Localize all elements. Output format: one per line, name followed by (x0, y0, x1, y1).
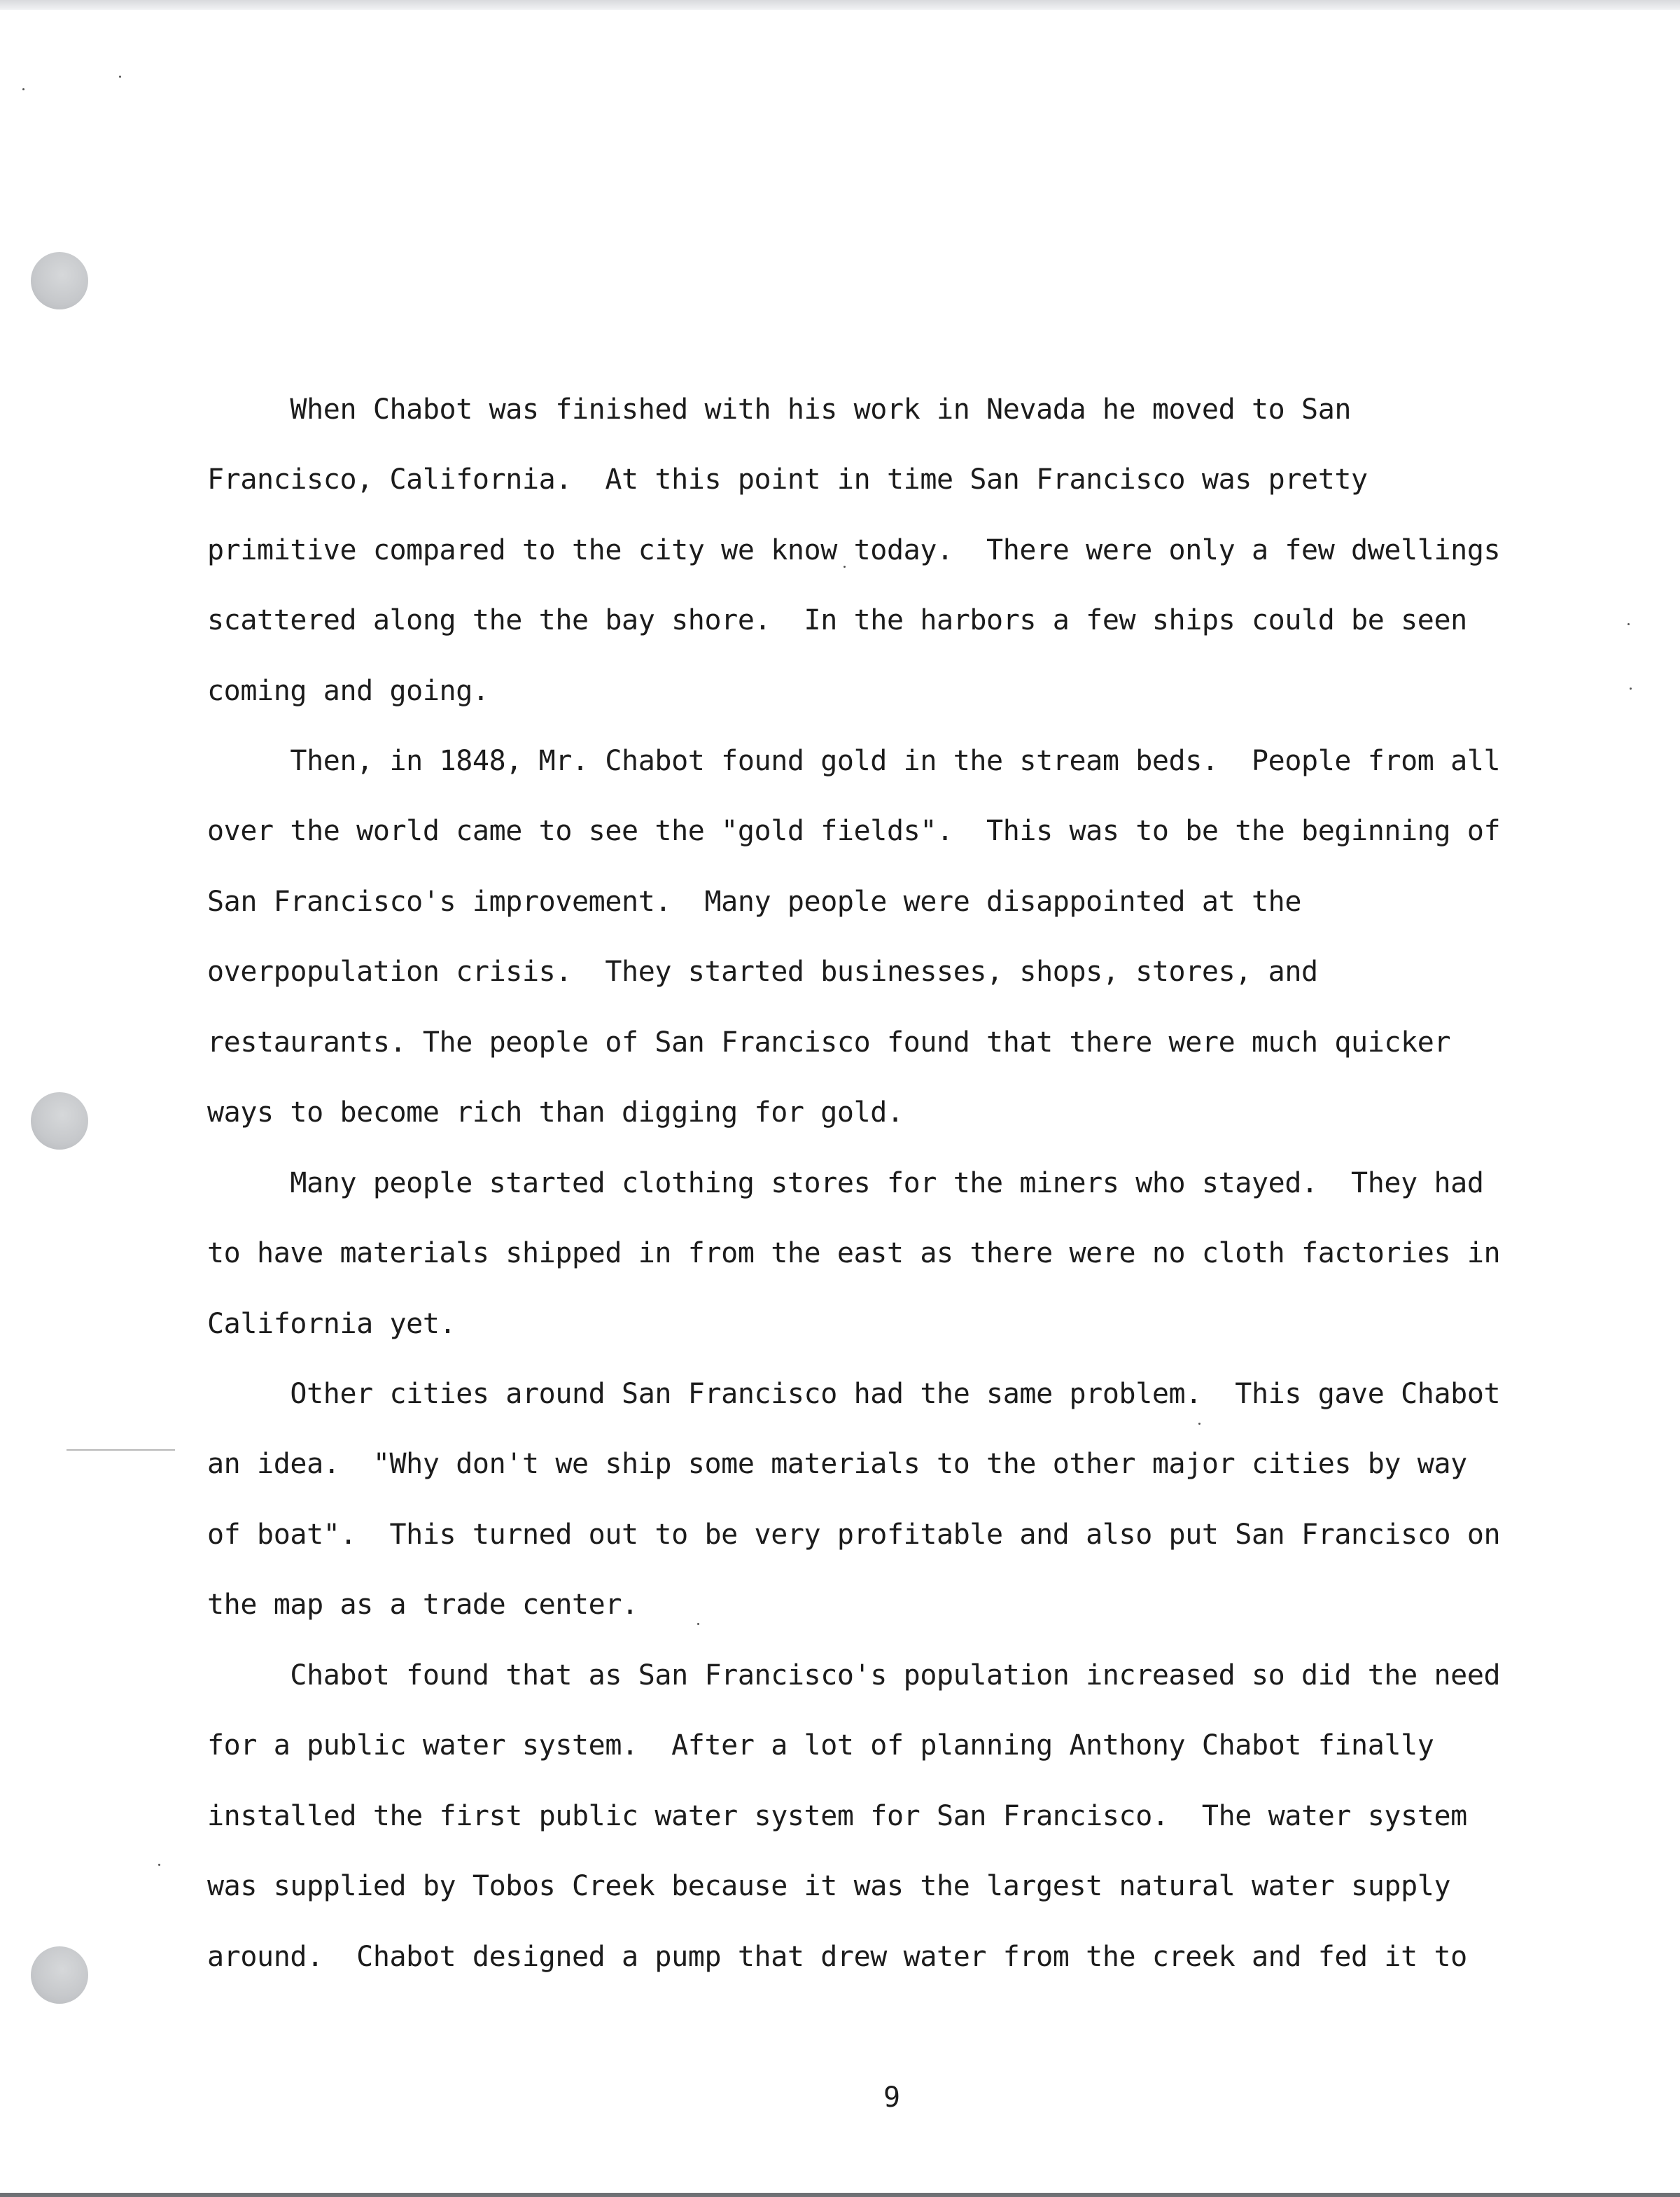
text-line: coming and going. (207, 674, 489, 707)
scan-speck (119, 76, 121, 78)
paragraph-trade-center (207, 1359, 1614, 1640)
scan-speck (158, 1864, 160, 1866)
text-line: primitive compared to the city we know today. There were only a few dwellings (207, 533, 1501, 566)
paragraph-clothing-stores (207, 1148, 1614, 1359)
text-line: Other cities around San Francisco had the same problem. This gave Chabot (207, 1378, 1501, 1410)
paragraph-move-to-san-francisco (207, 375, 1614, 726)
page-number: 9 (883, 2081, 901, 2114)
punch-hole (31, 1092, 88, 1150)
text-line: Many people started clothing stores for the miners who stayed. They had (207, 1167, 1484, 1199)
text-line: of boat". This turned out to be very profitable and also put San Francisco on (207, 1518, 1501, 1551)
text-line: Then, in 1848, Mr. Chabot found gold in the stream beds. People from all (207, 745, 1501, 777)
text-line: Chabot found that as San Francisco's population increased so did the need (207, 1659, 1501, 1692)
scan-top-edge (0, 0, 1680, 10)
text-line: installed the first public water system for San Francisco. The water system (207, 1799, 1467, 1832)
punch-hole (31, 252, 88, 309)
text-line: an idea. "Why don't we ship some materials to the other major cities by way (207, 1448, 1467, 1481)
text-line: scattered along the the bay shore. In the harbors a few ships could be seen (207, 604, 1467, 637)
text-line: was supplied by Tobos Creek because it was the largest natural water supply (207, 1870, 1451, 1903)
paragraph-water-system (207, 1640, 1614, 1992)
text-line: for a public water system. After a lot of planning Anthony Chabot finally (207, 1729, 1434, 1762)
text-line: San Francisco's improvement. Many people were disappointed at the (207, 885, 1302, 918)
text-line: the map as a trade center. (207, 1589, 638, 1621)
text-line: Francisco, California. At this point in time San Francisco was pretty (207, 463, 1368, 496)
scan-speck (22, 88, 24, 90)
text-line: When Chabot was finished with his work in Nevada he moved to San (207, 393, 1352, 426)
scan-speck (1630, 688, 1632, 690)
scan-bottom-edge (0, 2193, 1680, 2197)
text-line: over the world came to see the "gold fields". This was to be the beginning of (207, 815, 1501, 848)
paragraph-gold-discovery (207, 726, 1614, 1148)
text-line: around. Chabot designed a pump that drew water from the creek and fed it to (207, 1940, 1467, 1973)
punch-hole (31, 1946, 88, 2004)
text-line: ways to become rich than digging for gold. (207, 1096, 904, 1129)
text-line: overpopulation crisis. They started businesses, shops, stores, and (207, 956, 1318, 989)
margin-mark (66, 1449, 175, 1451)
text-line: restaurants. The people of San Francisco found that there were much quicker (207, 1026, 1451, 1059)
text-line: California yet. (207, 1307, 456, 1340)
scan-speck (1628, 623, 1630, 625)
text-line: to have materials shipped in from the east as there were no cloth factories in (207, 1237, 1501, 1270)
